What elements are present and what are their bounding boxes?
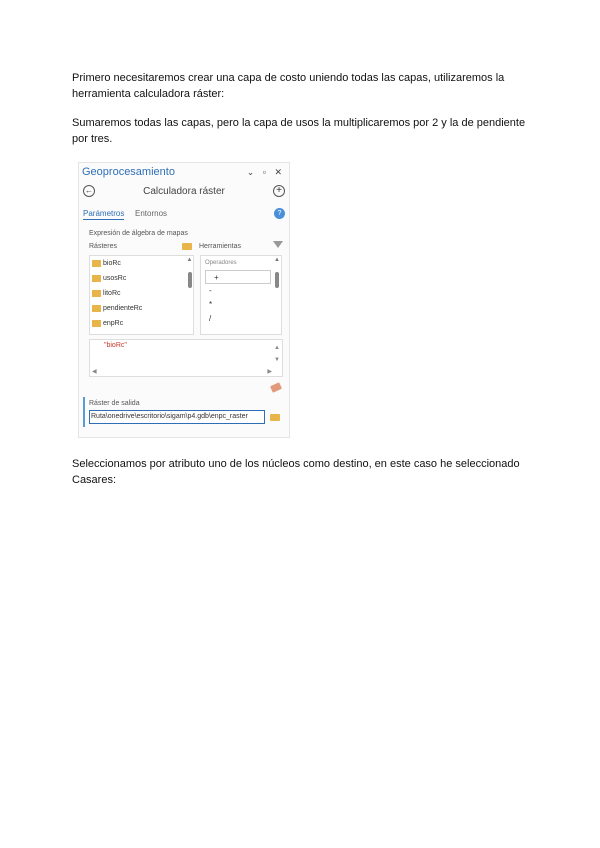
- list-item[interactable]: [90, 271, 193, 286]
- geoprocessing-screenshot: [78, 162, 290, 438]
- output-raster-field[interactable]: Ruta\onedrive\escritorio\sigam\p4.gdb\enpc_raster: [89, 410, 265, 424]
- eraser-icon[interactable]: [270, 382, 282, 393]
- raster-folder-icon: [92, 275, 101, 282]
- tab-environments[interactable]: Entornos: [135, 209, 168, 218]
- rasters-scrollbar[interactable]: [186, 256, 193, 334]
- chevron-up-icon[interactable]: ▲: [186, 257, 193, 263]
- chevron-up-icon[interactable]: ▲: [274, 257, 280, 263]
- focus-indicator: [83, 397, 85, 427]
- expression-text: "bioRc": [104, 342, 127, 349]
- raster-name: usosRc: [103, 275, 127, 282]
- list-item[interactable]: [90, 301, 193, 316]
- tools-scrollbar[interactable]: [273, 256, 281, 334]
- expression-hscroll-left[interactable]: ◀: [92, 369, 97, 375]
- raster-folder-icon: [92, 260, 101, 267]
- tool-title: Calculadora ráster: [143, 186, 225, 197]
- list-item[interactable]: [90, 286, 193, 301]
- expression-hscroll-right[interactable]: ▶: [267, 369, 272, 375]
- filter-icon[interactable]: [273, 241, 283, 248]
- pane-title: Geoprocesamiento: [82, 166, 175, 178]
- paragraph-sum: Sumaremos todas las capas, pero la capa de usos la multiplicaremos por 2 y la de pendiente por tres.: [72, 117, 526, 145]
- folder-icon[interactable]: [182, 243, 192, 250]
- scroll-thumb[interactable]: [275, 272, 279, 288]
- list-item[interactable]: [90, 316, 193, 331]
- raster-name: litoRc: [103, 290, 121, 297]
- raster-name: bioRc: [103, 260, 121, 267]
- add-icon[interactable]: +: [273, 185, 285, 197]
- raster-name: pendienteRc: [103, 305, 143, 312]
- raster-name: enpRc: [103, 320, 124, 327]
- rasters-label: Rásteres: [89, 243, 118, 250]
- help-icon[interactable]: ?: [274, 208, 285, 219]
- raster-folder-icon: [92, 305, 101, 312]
- operators-header: Operadores: [205, 260, 237, 266]
- window-controls[interactable]: ⌄ ▫ ✕: [246, 167, 285, 177]
- scroll-thumb[interactable]: [188, 272, 192, 288]
- operator-divide[interactable]: /: [209, 314, 212, 323]
- raster-folder-icon: [92, 290, 101, 297]
- list-item[interactable]: [90, 256, 193, 271]
- expression-box[interactable]: [89, 339, 283, 377]
- paragraph-select: Seleccionamos por atributo uno de los núcleos como destino, en este caso he seleccionado Casares:: [72, 458, 520, 486]
- output-label: Ráster de salida: [89, 400, 140, 407]
- operator-plus[interactable]: +: [205, 270, 271, 284]
- expression-vscroll[interactable]: ▲ ▼: [274, 345, 280, 363]
- back-icon[interactable]: ←: [85, 186, 93, 195]
- tools-label: Herramientas: [199, 243, 242, 250]
- raster-folder-icon: [92, 320, 101, 327]
- expression-label: Expresión de álgebra de mapas: [89, 230, 188, 237]
- paragraph-intro: Primero necesitaremos crear una capa de costo uniendo todas las capas, utilizaremos la herramienta calculadora ráster:: [72, 72, 505, 100]
- tools-list[interactable]: [200, 255, 282, 335]
- tab-parameters[interactable]: Parámetros: [83, 209, 125, 218]
- browse-folder-icon[interactable]: [270, 414, 280, 421]
- operator-minus[interactable]: -: [209, 286, 212, 295]
- rasters-list[interactable]: [89, 255, 194, 335]
- operator-multiply[interactable]: *: [209, 300, 213, 309]
